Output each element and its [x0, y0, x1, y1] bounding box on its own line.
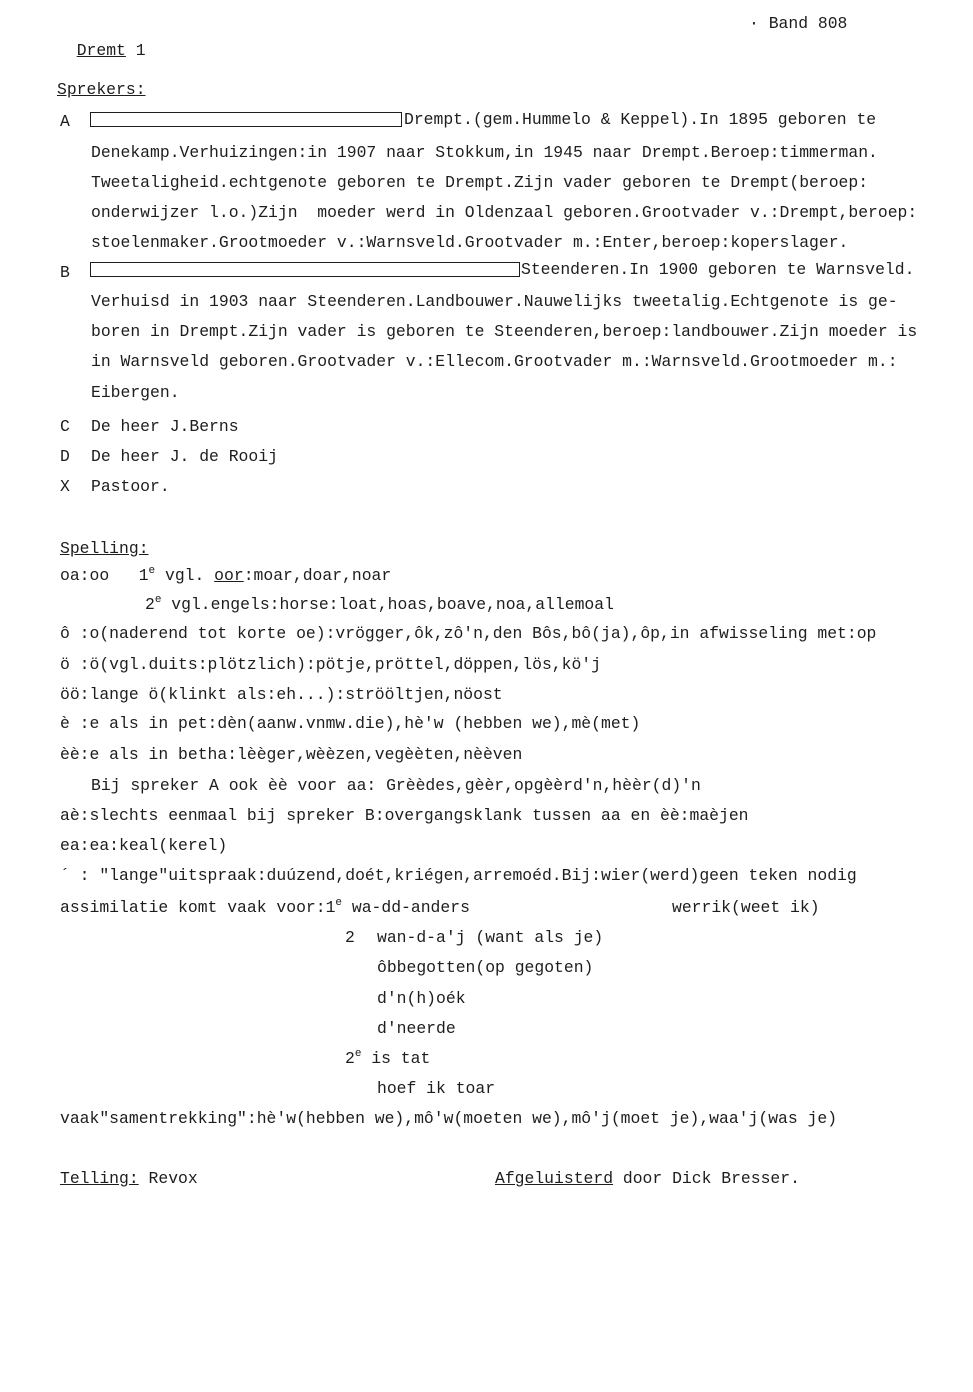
- spelling-line-12: [60, 898, 470, 918]
- afgeluisterd-line: [495, 1169, 800, 1189]
- spelling-line-9: aè:slechts eenmaal bij spreker B:overgangsklank tussen aa en èè:maèjen: [60, 806, 749, 825]
- l2-rest: vgl.engels:horse:loat,hoas,boave,noa,allemoal: [161, 595, 614, 614]
- afgeluisterd-value: door Dick Bresser.: [613, 1169, 800, 1188]
- spelling-line-16: d'neerde: [377, 1019, 456, 1038]
- telling-value: Revox: [138, 1169, 198, 1188]
- speaker-x-text: Pastoor.: [91, 477, 170, 496]
- telling-label: Telling:: [60, 1169, 139, 1188]
- band-label: Band 808: [768, 14, 848, 33]
- l12-rest: wa-dd-anders: [342, 898, 470, 917]
- spelling-line-13-number: 2: [345, 928, 355, 947]
- speaker-b-line-2: Verhuisd in 1903 naar Steenderen.Landbouwer.Nauwelijks tweetalig.Echtgenote is ge-: [91, 292, 898, 311]
- spelling-line-19: vaak"samentrekking":hè'w(hebben we),mô'w(moeten we),mô'j(moet je),waa'j(was je): [60, 1109, 838, 1128]
- speaker-c-letter: C: [60, 417, 70, 436]
- l17-sup: e: [354, 1048, 362, 1060]
- spelling-line-5: öö:lange ö(klinkt als:eh...):strööltjen,nöost: [60, 685, 503, 704]
- spelling-line-15: d'n(h)oék: [377, 989, 466, 1008]
- speaker-a-line-4: onderwijzer l.o.)Zijn moeder werd in Oldenzaal geboren.Grootvader v.:Drempt,beroep:: [91, 203, 918, 222]
- spelling-line-18: hoef ik toar: [377, 1079, 496, 1098]
- spelling-line-10: ea:ea:keal(kerel): [60, 836, 228, 855]
- spelling-line-2: [145, 595, 614, 615]
- l17-prefix: 2: [345, 1049, 355, 1068]
- spelling-line-14: ôbbegotten(op gegoten): [377, 958, 594, 977]
- spelling-heading: Spelling:: [60, 539, 149, 558]
- l1-b: :moar,doar,noar: [243, 566, 392, 585]
- spelling-line-7: èè:e als in betha:lèèger,wèèzen,vegèèten,nèèven: [60, 745, 523, 764]
- speaker-a-line-2: Denekamp.Verhuizingen:in 1907 naar Stokkum,in 1945 naar Drempt.Beroep:timmerman.: [91, 143, 878, 162]
- l1-sup: e: [148, 565, 156, 577]
- speaker-c-text: De heer J.Berns: [91, 417, 239, 436]
- spelling-line-4: ö :ö(vgl.duits:plötzlich):pötje,pröttel,döppen,lös,kö'j: [60, 655, 601, 674]
- l1-underlined: oor: [214, 566, 244, 585]
- l2-prefix: 2: [145, 595, 155, 614]
- spelling-line-8: Bij spreker A ook èè voor aa: Grèèdes,gèèr,opgèèrd'n,hèèr(d)'n: [91, 776, 701, 795]
- l2-sup: e: [154, 594, 162, 606]
- l12-prefix: assimilatie komt vaak voor:1: [60, 898, 336, 917]
- speaker-a-letter: A: [60, 112, 70, 131]
- spelling-line-11: ´ : "lange"uitspraak:duúzend,doét,kriégen,arremoéd.Bij:wier(werd)geen teken nodig: [60, 866, 857, 885]
- afgeluisterd-label: Afgeluisterd: [495, 1169, 614, 1188]
- telling-line: [60, 1169, 198, 1189]
- speaker-b-line-5: Eibergen.: [91, 383, 180, 402]
- speaker-a-line-1: Drempt.(gem.Hummelo & Keppel).In 1895 geboren te: [404, 110, 877, 129]
- speaker-b-letter: B: [60, 263, 70, 282]
- l12-sup: e: [335, 897, 343, 909]
- speaker-b-line-3: boren in Drempt.Zijn vader is geboren te Steenderen,beroep:landbouwer.Zijn moeder is: [91, 322, 918, 341]
- spelling-line-12-right: werrik(weet ik): [672, 898, 820, 917]
- speaker-d-letter: D: [60, 447, 70, 466]
- speaker-x-letter: X: [60, 477, 70, 496]
- speaker-a-line-5: stoelenmaker.Grootmoeder v.:Warnsveld.Grootvader m.:Enter,beroep:koperslager.: [91, 233, 849, 252]
- speakers-heading: Sprekers:: [57, 80, 146, 99]
- speaker-b-line-4: in Warnsveld geboren.Grootvader v.:Ellecom.Grootvader m.:Warnsveld.Grootmoeder m.:: [91, 352, 898, 371]
- spelling-line-17: [345, 1049, 430, 1069]
- redacted-name-a: [90, 112, 402, 127]
- page-number: 1: [135, 41, 146, 60]
- speaker-d-text: De heer J. de Rooij: [91, 447, 278, 466]
- document-title-line: [57, 21, 146, 61]
- spelling-line-6: è :e als in pet:dèn(aanw.vnmw.die),hè'w (hebben we),mè(met): [60, 714, 641, 733]
- spelling-line-1: [60, 566, 391, 586]
- l1-prefix: oa:oo 1: [60, 566, 149, 585]
- l17-rest: is tat: [361, 1049, 431, 1068]
- spelling-line-3: ô :o(naderend tot korte oe):vrögger,ôk,zô'n,den Bôs,bô(ja),ôp,in afwisseling met:op: [60, 624, 877, 643]
- spelling-line-13: wan-d-a'j (want als je): [377, 928, 604, 947]
- speaker-a-line-3: Tweetaligheid.echtgenote geboren te Drempt.Zijn vader geboren te Drempt(beroep:: [91, 173, 869, 192]
- band-label-line: · Band 808: [749, 14, 848, 33]
- speaker-b-line-1: Steenderen.In 1900 geboren te Warnsveld.: [521, 260, 915, 279]
- document-title: Dremt: [76, 41, 126, 60]
- redacted-name-b: [90, 262, 520, 277]
- l1-a: vgl.: [155, 566, 215, 585]
